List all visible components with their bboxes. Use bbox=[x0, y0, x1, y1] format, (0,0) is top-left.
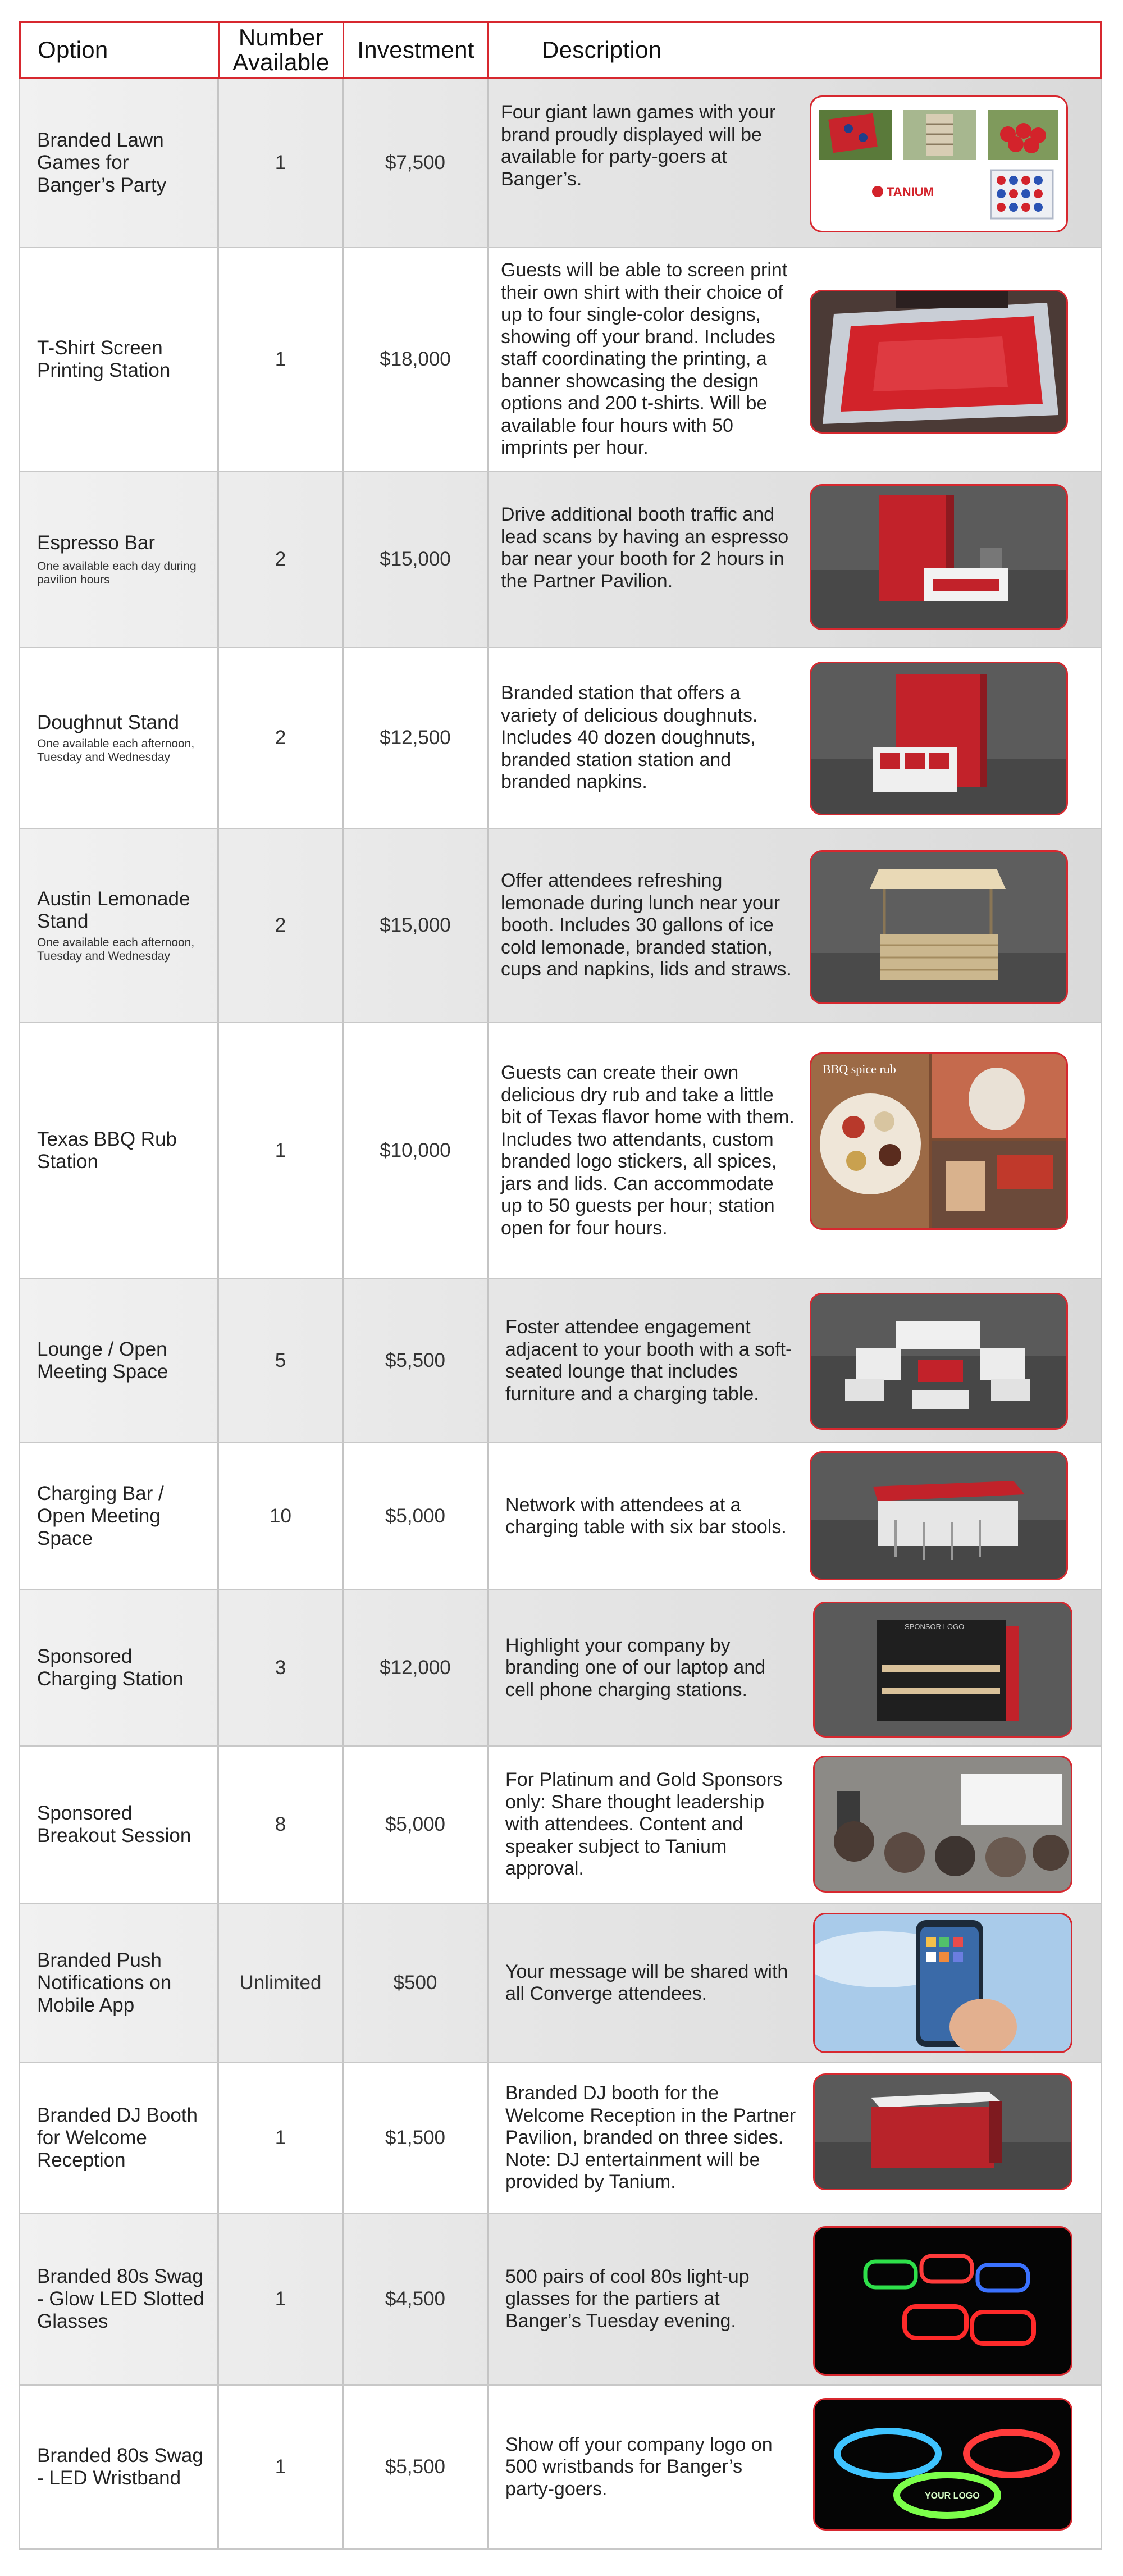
option-title: Austin Lemonade Stand bbox=[37, 888, 190, 932]
description-text: Foster attendee engagement adjacent to your booth with a soft-seated lounge that includes furniture and a charging table. bbox=[505, 1316, 792, 1405]
investment-cell: $5,500 bbox=[344, 1279, 489, 1442]
investment-cell: $5,000 bbox=[344, 1747, 489, 1903]
option-cell bbox=[20, 1443, 219, 1589]
option-cell bbox=[20, 472, 219, 647]
lemonade-stand-render bbox=[810, 850, 1068, 1004]
investment-cell: $500 bbox=[344, 1904, 489, 2062]
breakout-session-photo bbox=[813, 1756, 1072, 1893]
description-text: Highlight your company by branding one of our laptop and cell phone charging stations. bbox=[505, 1634, 766, 1700]
number-available-cell: 2 bbox=[219, 648, 344, 828]
description-text: Guests can create their own delicious dry rub and take a little bit of Texas flavor home with them. Includes two attendants, custom branded logo stickers, all spices, jars and lids. Can accommodate up to 50 guests per hour; station open for four hours. bbox=[501, 1062, 795, 1239]
option-cell bbox=[20, 2063, 219, 2213]
option-cell bbox=[20, 79, 219, 247]
option-title: Sponsored Breakout Session bbox=[37, 1802, 191, 1846]
wristband-logo-text: YOUR LOGO bbox=[925, 2491, 980, 2501]
number-available-cell: 2 bbox=[219, 829, 344, 1022]
option-title: Branded 80s Swag - LED Wristband bbox=[37, 2445, 203, 2489]
table-row bbox=[19, 1279, 1102, 1443]
table-row bbox=[19, 2386, 1102, 2550]
option-cell bbox=[20, 1023, 219, 1278]
lounge-render bbox=[810, 1293, 1068, 1430]
investment-cell: $7,500 bbox=[344, 79, 489, 247]
description-text: Show off your company logo on 500 wristbands for Banger’s party-goers. bbox=[505, 2433, 773, 2500]
header-option: Option bbox=[21, 23, 220, 77]
description-text: 500 pairs of cool 80s light-up glasses for the partiers at Banger’s Tuesday evening. bbox=[505, 2265, 750, 2332]
option-title: Branded Lawn Games for Banger’s Party bbox=[37, 129, 167, 196]
option-cell bbox=[20, 1904, 219, 2062]
option-cell bbox=[20, 1747, 219, 1903]
investment-cell: $4,500 bbox=[344, 2214, 489, 2384]
charging-station-render bbox=[813, 1602, 1072, 1738]
option-title: Espresso Bar bbox=[37, 532, 156, 554]
option-cell bbox=[20, 248, 219, 471]
table-row bbox=[19, 1747, 1102, 1904]
table-row bbox=[19, 648, 1102, 829]
description-text: For Platinum and Gold Sponsors only: Share thought leadership with attendees. Content and speaker subject to Tanium approval. bbox=[505, 1769, 783, 1880]
description-text: Network with attendees at a charging table with six bar stools. bbox=[505, 1494, 787, 1538]
sponsor-logo-text: SPONSOR LOGO bbox=[905, 1622, 965, 1631]
description-text: Drive additional booth traffic and lead scans by having an espresso bar near your booth for 2 hours in the Partner Pavilion. bbox=[501, 504, 789, 592]
option-title: Sponsored Charging Station bbox=[37, 1645, 184, 1690]
number-available-cell: 1 bbox=[219, 2214, 344, 2384]
table-row bbox=[19, 1904, 1102, 2063]
investment-cell: $5,500 bbox=[344, 2386, 489, 2548]
investment-cell: $15,000 bbox=[344, 472, 489, 647]
header-number-available: Number Available bbox=[220, 23, 344, 77]
header-description: Description bbox=[542, 37, 662, 63]
investment-cell: $10,000 bbox=[344, 1023, 489, 1278]
investment-cell: $15,000 bbox=[344, 829, 489, 1022]
lawn-games-photo bbox=[810, 95, 1068, 232]
option-cell bbox=[20, 829, 219, 1022]
option-cell bbox=[20, 2214, 219, 2384]
investment-cell: $12,000 bbox=[344, 1590, 489, 1745]
number-available-cell: 1 bbox=[219, 79, 344, 247]
doughnut-stand-render bbox=[810, 662, 1068, 815]
option-title: Charging Bar / Open Meeting Space bbox=[37, 1483, 164, 1549]
number-available-cell: 2 bbox=[219, 472, 344, 647]
description-text: Your message will be shared with all Converge attendees. bbox=[505, 1961, 788, 2004]
table-row bbox=[19, 1443, 1102, 1590]
charging-bar-render bbox=[810, 1451, 1068, 1580]
number-available-cell: 5 bbox=[219, 1279, 344, 1442]
table-row bbox=[19, 472, 1102, 648]
description-text: Four giant lawn games with your brand proudly displayed will be available for party-goers at Banger’s. bbox=[501, 102, 776, 190]
bbq-rub-photo bbox=[810, 1052, 1068, 1230]
number-available-cell: 1 bbox=[219, 248, 344, 471]
description-text: Branded DJ booth for the Welcome Reception in the Partner Pavilion, branded on three sides. Note: DJ entertainment will be provided by Tanium. bbox=[505, 2082, 796, 2193]
investment-cell: $18,000 bbox=[344, 248, 489, 471]
description-text: Branded station that offers a variety of delicious doughnuts. Includes 40 dozen doughnuts, branded station station and branded napkins. bbox=[501, 682, 758, 793]
option-note: One available each afternoon, Tuesday and Wednesday bbox=[37, 737, 195, 764]
investment-cell: $5,000 bbox=[344, 1443, 489, 1589]
option-note: One available each afternoon, Tuesday and Wednesday bbox=[37, 936, 195, 963]
option-cell bbox=[20, 648, 219, 828]
option-cell bbox=[20, 1590, 219, 1745]
description-text: Guests will be able to screen print their own shirt with their choice of up to four single-color designs, showing off your brand. Includes staff coordinating the printing, a banner showcasing the design options and 200 t-shirts. Will be available four hours with 50 imprints per hour. bbox=[501, 259, 788, 459]
description-text: Offer attendees refreshing lemonade during lunch near your booth. Includes 30 gallons of ice cold lemonade, branded station, cups and napkins, lids and straws. bbox=[501, 870, 792, 981]
table-row bbox=[19, 1023, 1102, 1279]
espresso-bar-render bbox=[810, 484, 1068, 630]
mobile-app-photo bbox=[813, 1913, 1072, 2053]
led-wristband-photo bbox=[813, 2398, 1072, 2531]
option-title: Lounge / Open Meeting Space bbox=[37, 1338, 168, 1383]
option-title: T-Shirt Screen Printing Station bbox=[37, 337, 171, 381]
option-title: Doughnut Stand bbox=[37, 712, 179, 733]
option-title: Branded DJ Booth for Welcome Reception bbox=[37, 2104, 198, 2171]
table-header bbox=[19, 21, 1102, 79]
table-row bbox=[19, 829, 1102, 1023]
number-available-cell: 10 bbox=[219, 1443, 344, 1589]
led-glasses-photo bbox=[813, 2226, 1072, 2376]
number-available-cell: 8 bbox=[219, 1747, 344, 1903]
table-row bbox=[19, 1590, 1102, 1747]
sponsorship-options-table bbox=[19, 21, 1102, 2550]
number-available-cell: 1 bbox=[219, 1023, 344, 1278]
option-cell bbox=[20, 1279, 219, 1442]
table-row bbox=[19, 2063, 1102, 2214]
table-row bbox=[19, 2214, 1102, 2386]
option-note: One available each day during pavilion hours bbox=[37, 560, 197, 586]
option-title: Branded 80s Swag - Glow LED Slotted Glasses bbox=[37, 2265, 204, 2332]
dj-booth-render bbox=[813, 2073, 1072, 2190]
number-available-cell: 3 bbox=[219, 1590, 344, 1745]
number-available-cell: 1 bbox=[219, 2063, 344, 2213]
number-available-cell: Unlimited bbox=[219, 1904, 344, 2062]
table-row bbox=[19, 248, 1102, 472]
tanium-logo-text: TANIUM bbox=[887, 185, 934, 199]
option-title: Texas BBQ Rub Station bbox=[37, 1128, 177, 1173]
number-available-cell: 1 bbox=[219, 2386, 344, 2548]
table-row bbox=[19, 79, 1102, 248]
option-title: Branded Push Notifications on Mobile App bbox=[37, 1949, 172, 2016]
screen-printing-photo bbox=[810, 290, 1068, 434]
investment-cell: $12,500 bbox=[344, 648, 489, 828]
option-cell bbox=[20, 2386, 219, 2548]
header-investment: Investment bbox=[344, 23, 489, 77]
bbq-spice-rub-text: BBQ spice rub bbox=[823, 1062, 896, 1076]
investment-cell: $1,500 bbox=[344, 2063, 489, 2213]
